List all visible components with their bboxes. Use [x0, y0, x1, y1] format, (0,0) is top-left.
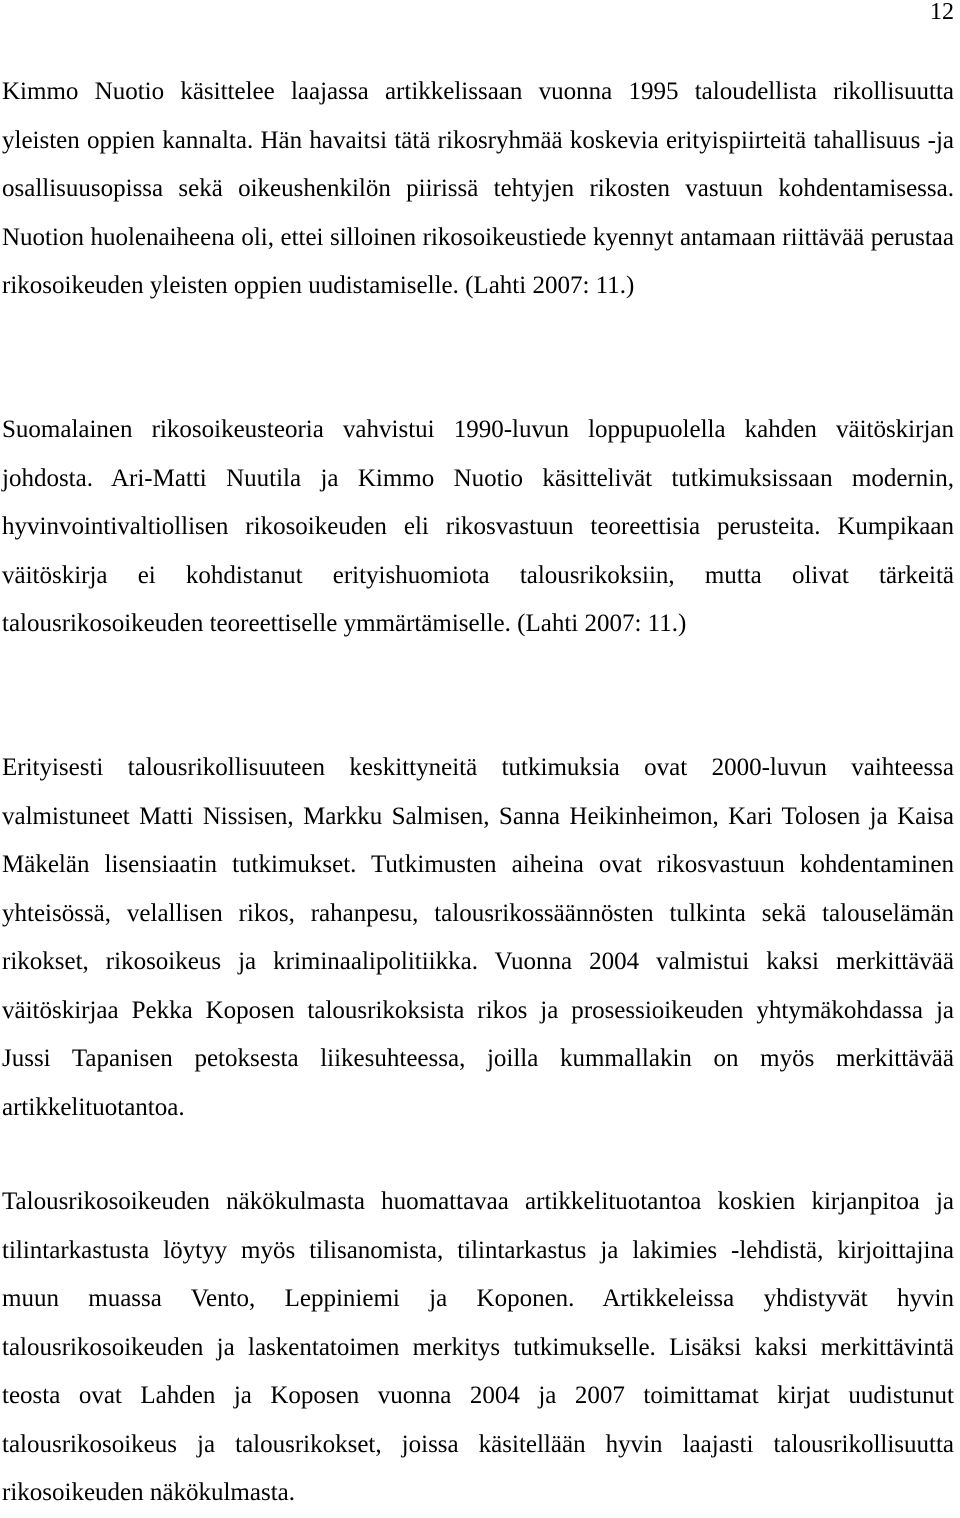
- page-number: 12: [930, 0, 954, 25]
- paragraph-finnish-criminal-law-theory: Suomalainen rikosoikeusteoria vahvistui 1990-luvun loppupuolella kahden väitöskirjan johdosta. Ari-Matti Nuutila ja Kimmo Nuotio käsittelivät tutkimuksissaan modernin, hyvinvointivaltiollisen rikosoikeuden eli rikosvastuun teoreettisia perusteita. Kumpikaan väitöskirja ei kohdistanut erityishuomiota talousrikoksiin, mutta olivat tärkeitä talousrikosoikeuden teoreettiselle ymmärtämiselle. (Lahti 2007: 11.): [2, 416, 954, 637]
- paragraph-economic-crime-research: Erityisesti talousrikollisuuteen keskittyneitä tutkimuksia ovat 2000-luvun vaihteessa valmistuneet Matti Nissisen, Markku Salmisen, Sanna Heikinheimon, Kari Tolosen ja Kaisa Mäkelän lisensiaatin tutkimukset. Tutkimusten aiheina ovat rikosvastuun kohdentaminen yhteisössä, velallisen rikos, rahanpesu, talousrikossäännösten tulkinta sekä talouselämän rikokset, rikosoikeus ja kriminaalipolitiikka. Vuonna 2004 valmistui kaksi merkittävää väitöskirjaa Pekka Koposen talousrikoksista rikos ja prosessioikeuden yhtymäkohdassa ja Jussi Tapanisen petoksesta liikesuhteessa, joilla kummallakin on myös merkittävää artikkelituotantoa.: [2, 754, 954, 1121]
- paragraph-nuotio-article: Kimmo Nuotio käsittelee laajassa artikkelissaan vuonna 1995 taloudellista rikollisuutta yleisten oppien kannalta. Hän havaitsi tätä rikosryhmää koskevia erityispiirteitä tahallisuus -ja osallisuusopissa sekä oikeushenkilön piirissä tehtyjen rikosten vastuun kohdentamisessa. Nuotion huolenaiheena oli, ettei silloinen rikosoikeustiede kyennyt antamaan riittävää perustaa rikosoikeuden yleisten oppien uudistamiselle. (Lahti 2007: 11.): [2, 78, 954, 299]
- paragraph-economic-crime-articles: Talousrikosoikeuden näkökulmasta huomattavaa artikkelituotantoa koskien kirjanpitoa ja tilintarkastusta löytyy myös tilisanomista, tilintarkastus ja lakimies -lehdistä, kirjoittajina muun muassa Vento, Leppiniemi ja Koponen. Artikkeleissa yhdistyvät hyvin talousrikosoikeuden ja laskentatoimen merkitys tutkimukselle. Lisäksi kaksi merkittävintä teosta ovat Lahden ja Koposen vuonna 2004 ja 2007 toimittamat kirjat uudistunut talousrikosoikeus ja talousrikokset, joissa käsitellään hyvin laajasti talousrikollisuutta rikosoikeuden näkökulmasta.: [2, 1188, 954, 1506]
